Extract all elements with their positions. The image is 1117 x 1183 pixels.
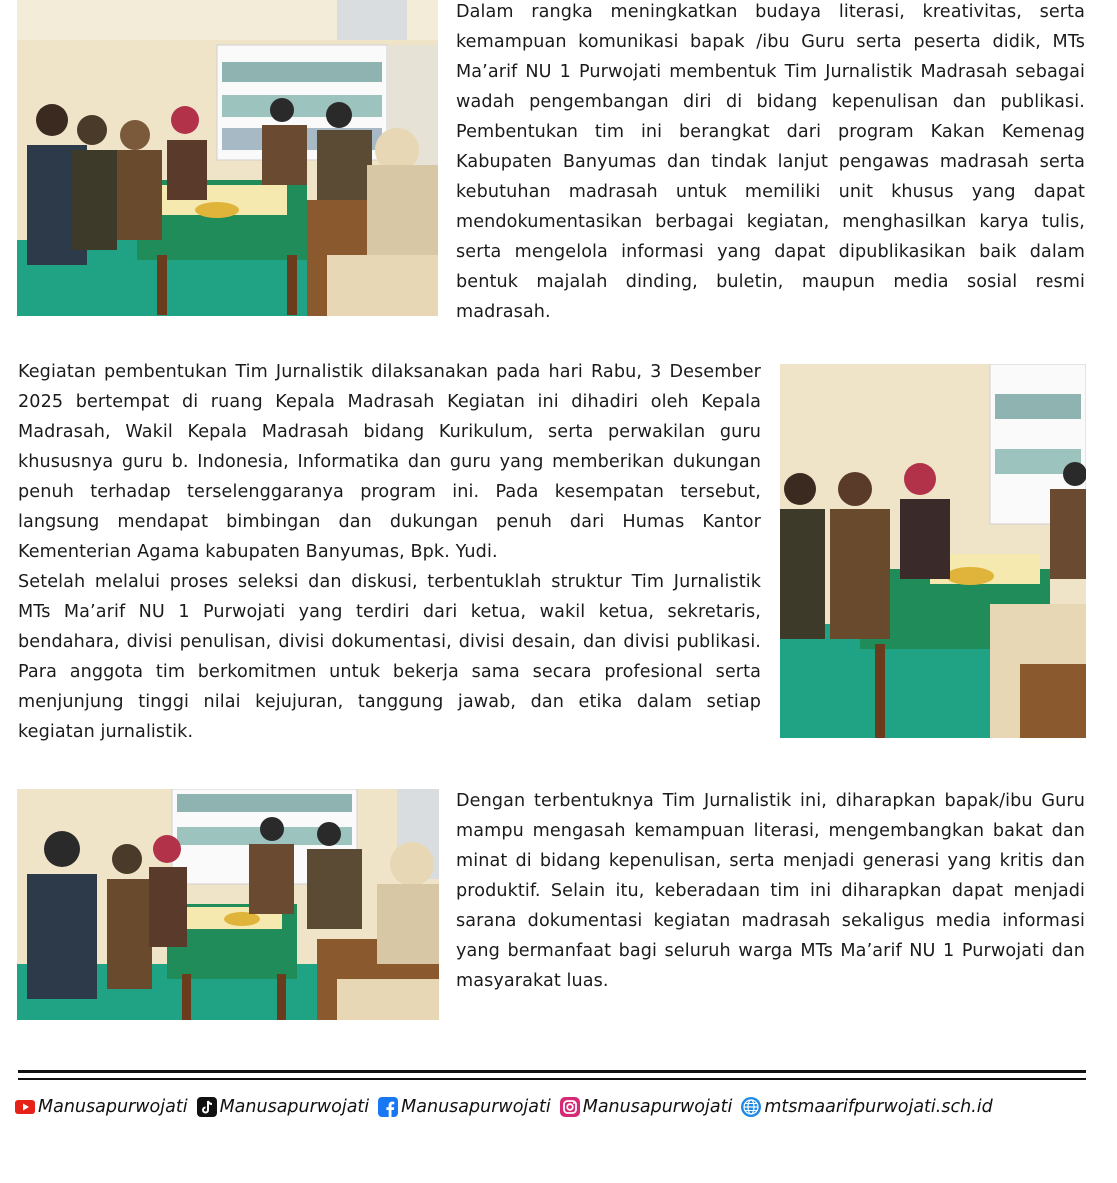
- youtube-link[interactable]: [14, 1096, 188, 1118]
- paragraph-closing: Dengan terbentuknya Tim Jurnalistik ini, diharapkan bapak/ibu Guru mampu mengasah kemampuan literasi, mengembangkan bakat dan minat di bidang kepenulisan, serta menjadi generasi yang kritis dan produktif. Selain itu, keberadaan tim ini diharapkan dapat menjadi sarana dokumentasi kegiatan madrasah sekaligus media informasi yang bermanfaat bagi seluruh warga MTs Ma’arif NU 1 Purwojati dan masyarakat luas.: [456, 791, 1085, 991]
- youtube-icon: [14, 1096, 36, 1118]
- paragraph-activity: [18, 357, 761, 747]
- meeting-photo-3: [17, 789, 439, 1020]
- paragraph-activity-details: Kegiatan pembentukan Tim Jurnalistik dilaksanakan pada hari Rabu, 3 Desember 2025 bertempat di ruang Kepala Madrasah Kegiatan ini dihadiri oleh Kepala Madrasah, Wakil Kepala Madrasah bidang Kurikulum, serta perwakilan guru khususnya guru b. Indonesia, Informatika dan guru yang memberikan dukungan penuh terhadap terselenggaranya program ini. Pada kesempatan tersebut, langsung mendapat bimbingan dan dukungan penuh dari Humas Kantor Kementerian Agama kabupaten Banyumas, Bpk. Yudi.: [18, 362, 761, 562]
- social-footer: [14, 1093, 1094, 1121]
- website-url: mtsmaarifpurwojati.sch.id: [764, 1097, 993, 1117]
- facebook-icon: [377, 1096, 399, 1118]
- instagram-link[interactable]: [559, 1096, 733, 1118]
- divider-bottom: [18, 1078, 1086, 1080]
- paragraph-intro: Dalam rangka meningkatkan budaya literasi, kreativitas, serta kemampuan komunikasi bapak /ibu Guru serta peserta didik, MTs Ma’arif NU 1 Purwojati membentuk Tim Jurnalistik Madrasah sebagai wadah pengembangan diri di bidang kepenulisan dan publikasi. Pembentukan tim ini berangkat dari program Kakan Kemenag Kabupaten Banyumas dan tindak lanjut pengawas madrasah serta kebutuhan madrasah untuk memiliki unit khusus yang dapat mendokumentasikan berbagai kegiatan, menghasilkan karya tulis, serta mengelola informasi yang dapat dipublikasikan baik dalam bentuk majalah dinding, buletin, maupun media sosial resmi madrasah.: [456, 2, 1085, 322]
- tiktok-icon: [196, 1096, 218, 1118]
- instagram-icon: [559, 1096, 581, 1118]
- youtube-handle: Manusapurwojati: [38, 1097, 188, 1117]
- tiktok-link[interactable]: [196, 1096, 370, 1118]
- tiktok-handle: Manusapurwojati: [219, 1097, 370, 1117]
- globe-icon: [740, 1096, 762, 1118]
- website-link[interactable]: [740, 1096, 992, 1118]
- instagram-handle: Manusapurwojati: [582, 1097, 733, 1117]
- divider-top: [18, 1070, 1086, 1073]
- facebook-handle: Manusapurwojati: [401, 1097, 551, 1117]
- meeting-photo-1: [17, 0, 438, 316]
- facebook-link[interactable]: [377, 1096, 551, 1118]
- paragraph-team-structure: Setelah melalui proses seleksi dan diskusi, terbentuklah struktur Tim Jurnalistik MTs Ma’arif NU 1 Purwojati yang terdiri dari ketua, wakil ketua, sekretaris, bendahara, divisi penulisan, divisi dokumentasi, divisi desain, dan divisi publikasi. Para anggota tim berkomitmen untuk bekerja sama secara profesional serta menjunjung tinggi nilai kejujuran, tanggung jawab, dan etika dalam setiap kegiatan jurnalistik.: [18, 572, 761, 742]
- meeting-photo-2: [780, 364, 1086, 738]
